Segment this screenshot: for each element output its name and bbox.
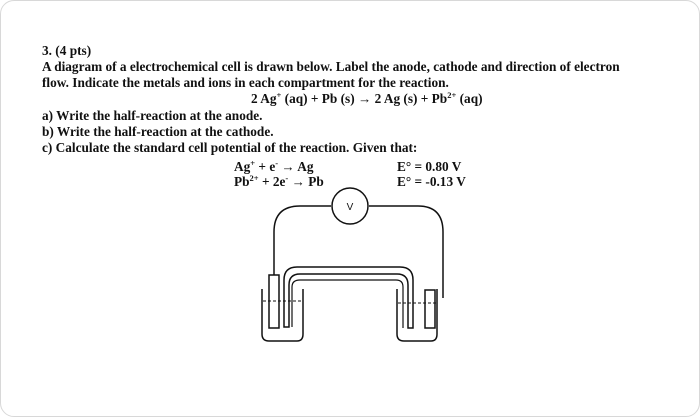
voltmeter-label: V: [346, 202, 354, 213]
reaction-part-1: 2 Ag: [251, 91, 277, 106]
question-intro-line-2: flow. Indicate the metals and ions in each compartment for the reaction.: [42, 75, 449, 90]
part-b-prompt: b) Write the half-reaction at the cathode.: [42, 124, 274, 139]
external-wire: [274, 206, 443, 298]
reaction-part-2: (aq) + Pb (s) → 2 Ag (s) + Pb: [281, 91, 448, 106]
right-electrode: [425, 290, 435, 328]
half-reaction-silver: Ag+ + e- → Ag: [234, 158, 314, 174]
salt-bridge-inner-wall: [292, 280, 403, 328]
part-c-prompt: c) Calculate the standard cell potential of the reaction. Given that:: [42, 140, 418, 155]
potential-lead: E° = -0.13 V: [397, 174, 466, 189]
pb-ion-charge: 2+: [447, 90, 457, 100]
question-header: 3. (4 pts): [42, 43, 92, 58]
reaction-part-3: (aq): [456, 91, 483, 106]
half-reaction-lead: $Pb^{2+} + 2e^- \to Pb$: [234, 173, 324, 189]
question-intro-line-1: A diagram of a electrochemical cell is drawn below. Label the anode, cathode and direction of electron: [42, 59, 620, 74]
left-beaker: [262, 289, 303, 341]
ag-ion-charge: +: [276, 90, 282, 100]
part-a-prompt: a) Write the half-reaction at the anode.: [42, 108, 263, 123]
potential-silver: E° = 0.80 V: [397, 159, 462, 174]
